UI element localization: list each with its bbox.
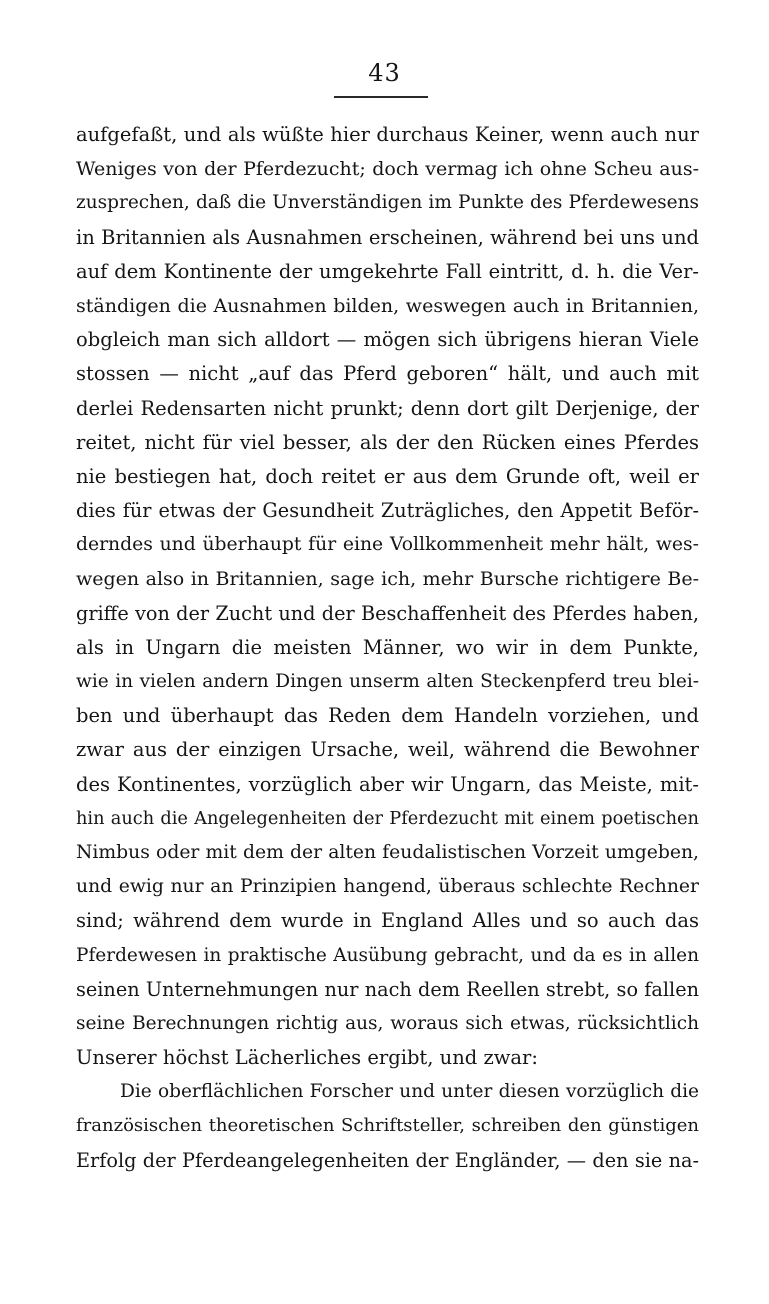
text-line: ständigen die Ausnahmen bilden, weswegen auch in Britannien, <box>76 294 699 317</box>
page-number-rule <box>334 96 428 98</box>
text-line: aufgefaßt, und als wüßte hier durchaus Keiner, wenn auch nur <box>76 123 699 146</box>
paragraph-last-line: Unserer höchst Lächerliches ergibt, und zwar: <box>76 1046 538 1070</box>
text-line: als in Ungarn die meisten Männer, wo wir in dem Punkte, <box>76 635 699 659</box>
text-line: und ewig nur an Prinzipien hangend, überaus schlechte Rechner <box>76 876 699 898</box>
paragraph-first-line: Die oberflächlichen Forscher und unter diesen vorzüglich die <box>120 1081 699 1103</box>
text-line: derlei Redensarten nicht prunkt; denn dort gilt Derjenige, der <box>76 396 699 420</box>
text-line: griffe von der Zucht und der Beschaffenheit des Pferdes haben, <box>76 601 699 625</box>
text-line: stossen — nicht „auf das Pferd geboren“ hält, und auch mit <box>76 362 699 386</box>
text-line: zwar aus der einzigen Ursache, weil, während die Bewohner <box>76 738 699 762</box>
text-line: auf dem Kontinente der umgekehrte Fall eintritt, d. h. die Ver- <box>76 259 699 283</box>
body-text <box>76 118 699 1178</box>
text-line: wegen also in Britannien, sage ich, mehr Bursche richtigere Be- <box>76 568 699 591</box>
page-number: 43 <box>368 59 401 87</box>
text-line: zusprechen, daß die Unverständigen im Punkte des Pferdewesens <box>76 192 699 214</box>
text-line: nie bestiegen hat, doch reitet er aus dem Grunde oft, weil er <box>76 464 699 488</box>
text-line: Nimbus oder mit dem der alten feudalistischen Vorzeit umgeben, <box>76 841 699 863</box>
text-line: hin auch die Angelegenheiten der Pferdezucht mit einem poetischen <box>76 808 699 829</box>
text-line: seine Berechnungen richtig aus, woraus sich etwas, rücksichtlich <box>76 1012 699 1034</box>
text-line: des Kontinentes, vorzüglich aber wir Ungarn, das Meiste, mit- <box>76 772 699 796</box>
text-line: derndes und überhaupt für eine Vollkommenheit mehr hält, wes- <box>76 534 699 556</box>
text-line: ben und überhaupt das Reden dem Handeln vorziehen, und <box>76 704 699 728</box>
text-line: reitet, nicht für viel besser, als der den Rücken eines Pferdes <box>76 430 699 454</box>
text-line: obgleich man sich alldort — mögen sich übrigens hieran Viele <box>76 328 699 352</box>
text-line: seinen Unternehmungen nur nach dem Reellen strebt, so fallen <box>76 977 699 1001</box>
text-line: wie in vielen andern Dingen unserm alten Steckenpferd treu blei- <box>76 671 699 692</box>
text-line: sind; während dem wurde in England Alles und so auch das <box>76 909 699 933</box>
text-line: Weniges von der Pferdezucht; doch vermag ich ohne Scheu aus- <box>76 158 699 181</box>
text-line: in Britannien als Ausnahmen erscheinen, während bei uns und <box>76 225 699 249</box>
text-line: Erfolg der Pferdeangelegenheiten der Engländer, — den sie na- <box>76 1148 699 1172</box>
text-line: Pferdewesen in praktische Ausübung gebracht, und da es in allen <box>76 944 699 966</box>
text-line: französischen theoretischen Schriftsteller, schreiben den günstigen <box>76 1115 699 1137</box>
text-line: dies für etwas der Gesundheit Zuträgliches, den Appetit Beför- <box>76 499 699 523</box>
